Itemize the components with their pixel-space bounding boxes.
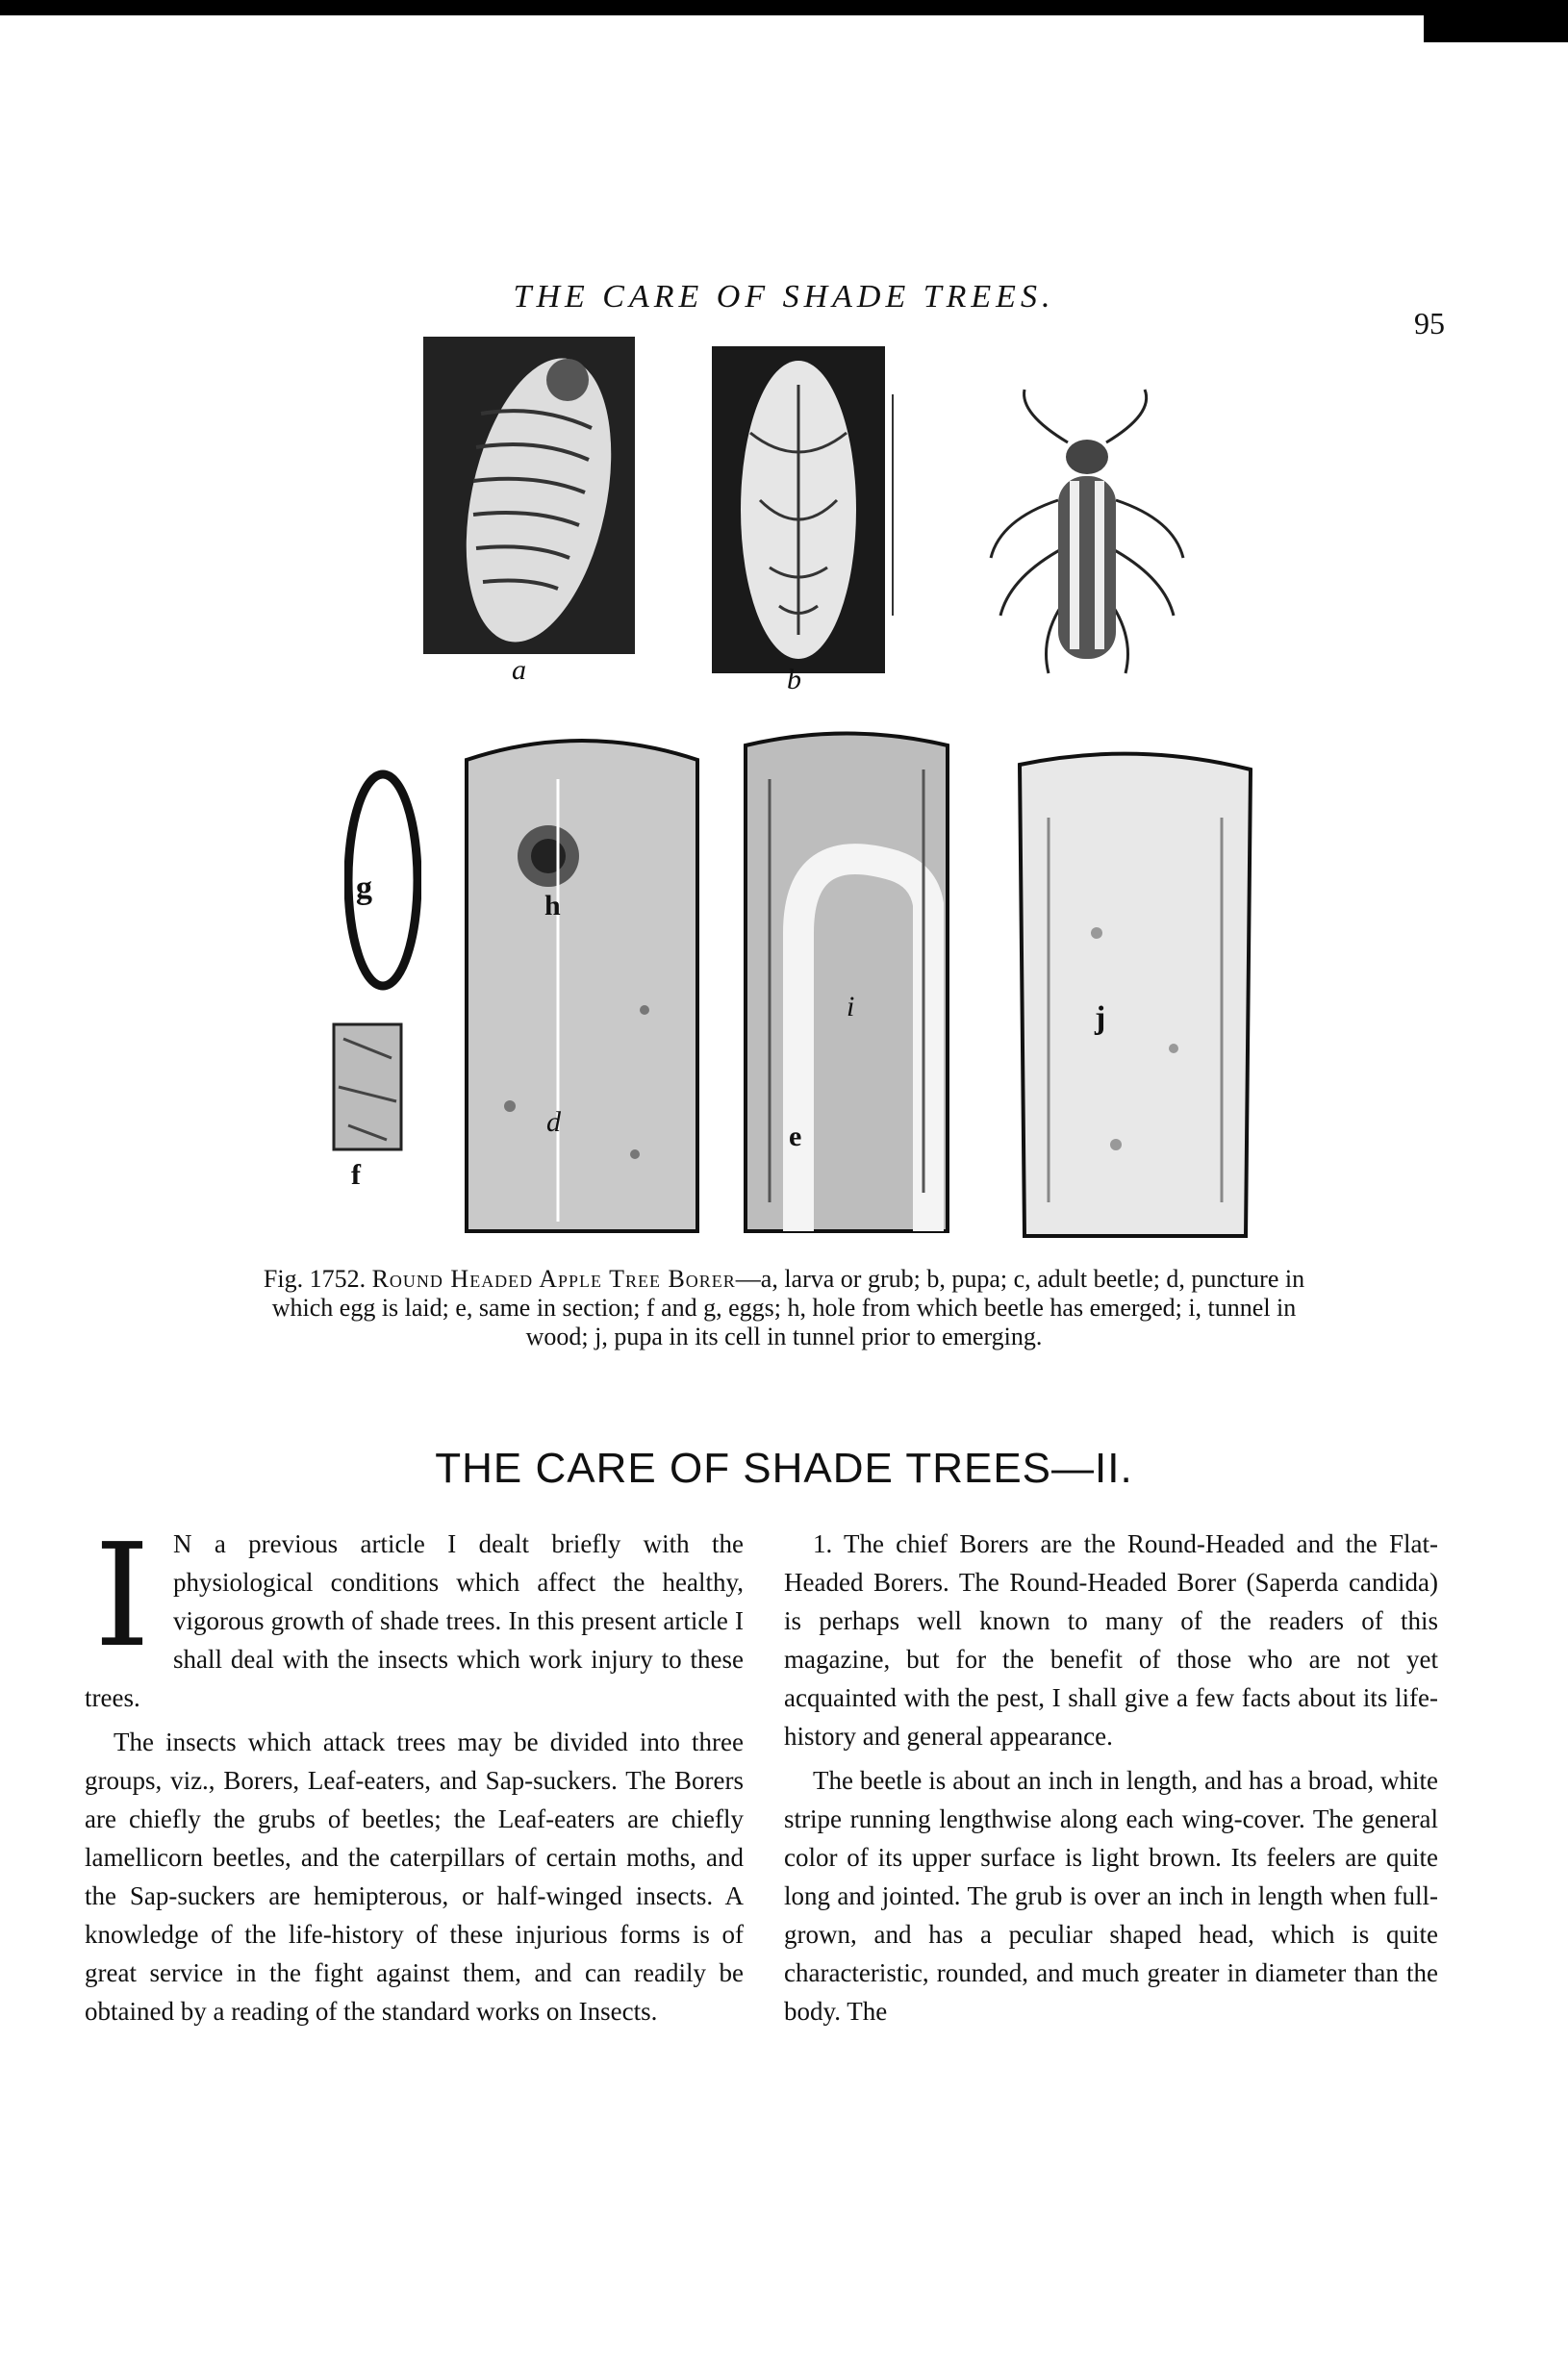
- article-title: THE CARE OF SHADE TREES—II.: [435, 1445, 1133, 1492]
- figure-branch-section: [731, 721, 962, 1241]
- figure-letter-d: d: [546, 1106, 561, 1138]
- caption-text: —a, larva or grub; b, pupa; c, adult beetle; d, puncture in which egg is laid; e, same in section; f and g, eggs; h, hole from which beetle has emerged; i, tunnel in wood; j, pupa in its cell in tunnel prior to emerging.: [271, 1265, 1305, 1350]
- paragraph-text: N a previous article I dealt briefly with the physiological conditions which affect the healthy, vigorous growth of shade trees. In this present article I shall deal with the insects which work injury to these trees.: [85, 1529, 744, 1712]
- right-column: [784, 1525, 1438, 2036]
- figure-pupa-cell: [1010, 741, 1260, 1241]
- caption-fig-label: Fig. 1752.: [263, 1265, 367, 1293]
- paragraph: [85, 1513, 744, 1717]
- page-number: 95: [1414, 306, 1445, 341]
- paragraph: The beetle is about an inch in length, and has a broad, white stripe running lengthwise along each wing-cover. The general color of its upper surface is light brown. Its feelers are quite long and jointed. The grub is over an inch in length when full-grown, and has a peculiar shaped head, which is quite characteristic, rounded, and much greater in diameter than the body. The: [784, 1766, 1438, 2026]
- running-head: THE CARE OF SHADE TREES.: [513, 279, 1055, 315]
- figure-letter-g: g: [356, 870, 372, 906]
- figure-larva: [423, 337, 635, 654]
- scan-edge-corner: [1424, 0, 1568, 42]
- figure-beetle: [962, 385, 1212, 683]
- paragraph: 1. The chief Borers are the Round-Headed and the Flat-Headed Borers. The Round-Headed Borer (Saperda candida) is perhaps well known to many of the readers of this magazine, but for the benefit of those who are not yet acquainted with the pest, I shall give a few facts about its life-history and general appearance.: [784, 1529, 1438, 1751]
- figure-letter-a: a: [512, 654, 526, 686]
- paragraph: The insects which attack trees may be divided into three groups, viz., Borers, Leaf-eaters, and Sap-suckers. The Borers are chiefly the grubs of beetles; the Leaf-eaters are chiefly lamellicorn beetles, and the caterpillars of certain moths, and the Sap-suckers are hemipterous, or half-winged insects. A knowledge of the life-history of these injurious forms is of great service in the fight against them, and can readily be obtained by a reading of the standard works on Insects.: [85, 1728, 744, 2026]
- scan-edge-bar: [0, 0, 1568, 15]
- figure-letter-i: i: [847, 991, 855, 1022]
- figure-caption: [240, 1265, 1328, 1351]
- figure-letter-b: b: [787, 664, 801, 695]
- figure-letter-e: e: [789, 1121, 802, 1152]
- figure-letter-f: f: [351, 1159, 361, 1191]
- caption-title: Round Headed Apple Tree Borer: [371, 1265, 736, 1293]
- figure-egg-f: [329, 1020, 406, 1154]
- figure-branch-hole: [452, 721, 712, 1241]
- scale-line-pupa: [890, 394, 896, 616]
- dropcap: I: [93, 1513, 151, 1678]
- left-column: [85, 1513, 744, 2036]
- figure-pupa: [712, 346, 885, 673]
- figure-letter-j: j: [1095, 1000, 1106, 1036]
- figure-letter-h: h: [544, 890, 561, 921]
